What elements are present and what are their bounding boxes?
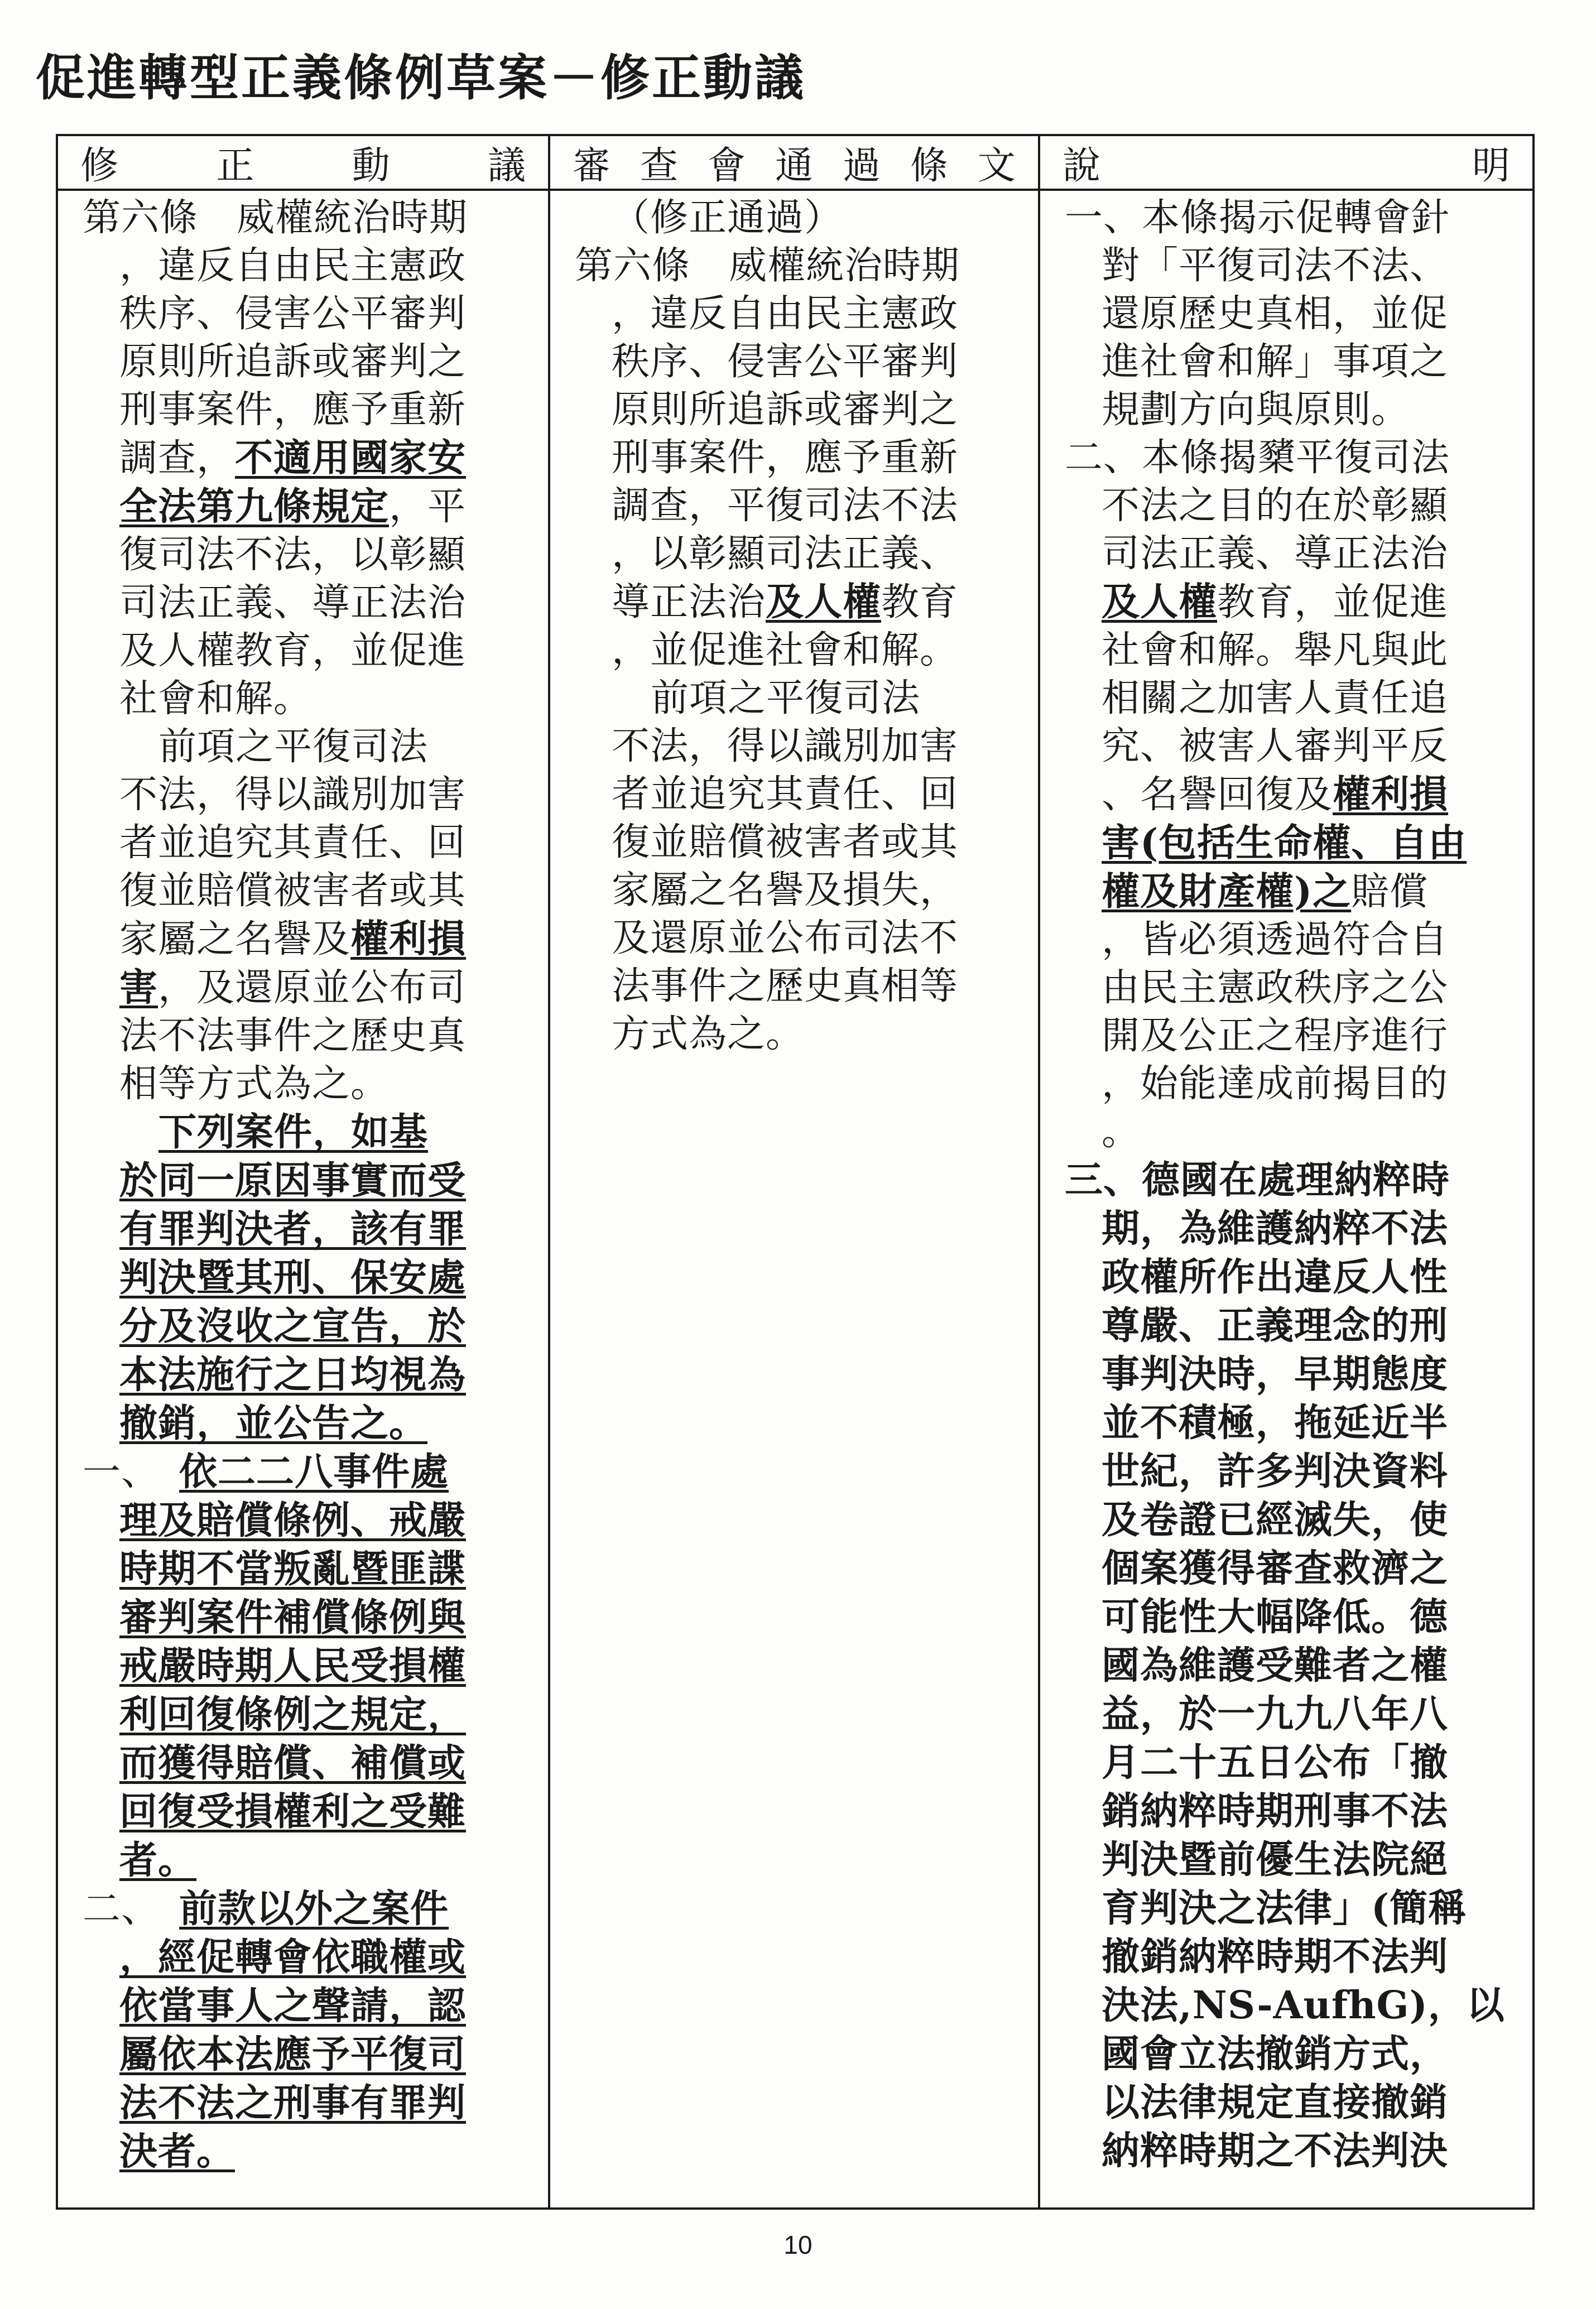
amended-text: 戒嚴時期人民受損權 bbox=[119, 1644, 467, 1689]
text-segment: 三、德國在處理納粹時 bbox=[1065, 1158, 1450, 1202]
header-char: 說 bbox=[1063, 143, 1101, 188]
text-line bbox=[1065, 771, 1523, 819]
text-line bbox=[1065, 1253, 1523, 1302]
text-segment: 對「平復司法不法、 bbox=[1102, 244, 1449, 288]
amended-text: 全法第九條規定 bbox=[119, 484, 390, 529]
text-line bbox=[1065, 482, 1523, 530]
header-char: 通 bbox=[775, 143, 813, 188]
text-line bbox=[83, 1739, 539, 1788]
text-segment: 復並賠償被害者或其 bbox=[119, 869, 467, 913]
text-line bbox=[1065, 1060, 1523, 1108]
text-line bbox=[1065, 1447, 1523, 1496]
header-committee-text bbox=[550, 136, 1038, 191]
amended-text: 權及財產權)之 bbox=[1102, 869, 1352, 914]
column-explanation bbox=[1040, 136, 1532, 2207]
text-segment: 前項之平復司法 bbox=[651, 676, 921, 720]
text-segment: 調查， bbox=[119, 436, 235, 480]
amended-text: 法不法之刑事有罪判 bbox=[119, 2081, 467, 2125]
column-explanation-body bbox=[1040, 191, 1532, 2176]
text-segment: 原則所追訴或審判之 bbox=[612, 388, 959, 432]
text-segment: 家屬之名譽及損失， bbox=[612, 868, 959, 912]
text-segment: 前項之平復司法 bbox=[158, 725, 429, 769]
header-char: 查 bbox=[640, 143, 678, 188]
column-amendment-body bbox=[58, 191, 548, 2176]
amended-text: 及人權 bbox=[766, 580, 882, 624]
text-line bbox=[1065, 916, 1523, 964]
text-segment: 者並追究其責任、回 bbox=[612, 772, 959, 816]
header-explanation bbox=[1040, 136, 1532, 191]
amended-text: 審判案件補償條例與 bbox=[119, 1595, 467, 1640]
text-segment: ，並促進社會和解。 bbox=[612, 628, 959, 672]
text-segment: 社會和解。 bbox=[119, 677, 313, 721]
text-segment: 納粹時期之不法判決 bbox=[1102, 2129, 1449, 2173]
text-segment: 以法律規定直接撤銷 bbox=[1102, 2080, 1449, 2125]
text-segment: （修正通過） bbox=[612, 196, 843, 240]
text-segment: 並不積極，拖延近半 bbox=[1102, 1401, 1449, 1445]
text-segment: 不法，得以識別加害 bbox=[119, 773, 467, 817]
amended-text: 於同一原因事實而受 bbox=[119, 1158, 467, 1203]
text-line bbox=[575, 771, 1029, 819]
text-line bbox=[83, 434, 539, 483]
text-line bbox=[83, 1594, 539, 1642]
text-segment: 復司法不法，以彰顯 bbox=[119, 533, 467, 577]
text-segment: 不法之目的在於彰顯 bbox=[1102, 484, 1449, 528]
text-line bbox=[1065, 1545, 1523, 1593]
text-segment: 法不法事件之歷史真 bbox=[119, 1014, 467, 1058]
text-segment: 開及公正之程序進行 bbox=[1102, 1014, 1449, 1058]
text-segment: 二、 bbox=[83, 1887, 180, 1931]
text-line bbox=[575, 290, 1029, 338]
text-line bbox=[83, 483, 539, 531]
text-line bbox=[83, 1254, 539, 1302]
text-line bbox=[83, 1788, 539, 1836]
text-line bbox=[83, 675, 539, 723]
header-char: 會 bbox=[707, 143, 746, 188]
amended-text: 理及賠償條例、戒嚴 bbox=[119, 1498, 467, 1543]
text-segment: 相關之加害人責任追 bbox=[1102, 676, 1449, 720]
text-segment: 判決暨前優生法院絕 bbox=[1102, 1837, 1449, 1882]
text-line bbox=[83, 2079, 539, 2128]
header-amendment bbox=[58, 136, 548, 191]
text-line bbox=[1065, 1690, 1523, 1739]
text-segment: 秩序、侵害公平審判 bbox=[612, 340, 959, 384]
text-segment: 調查，平復司法不法 bbox=[612, 484, 959, 528]
text-segment: ，以彰顯司法正義、 bbox=[612, 532, 959, 576]
text-line bbox=[1065, 1933, 1523, 1981]
text-segment: 還原歷史真相，並促 bbox=[1102, 292, 1449, 336]
amended-text: 利回復條例之規定， bbox=[119, 1692, 467, 1737]
text-line bbox=[83, 338, 539, 386]
text-segment: 第六條 威權統治時期 bbox=[575, 244, 960, 288]
text-line bbox=[1065, 290, 1523, 338]
amended-text: 權利損 bbox=[350, 917, 467, 961]
amended-text: 屬依本法應予平復司 bbox=[119, 2032, 467, 2077]
text-line bbox=[575, 338, 1029, 386]
text-segment: 國會立法撤銷方式， bbox=[1102, 2032, 1449, 2076]
text-line bbox=[83, 1836, 539, 1885]
text-line bbox=[83, 1497, 539, 1545]
text-line bbox=[1065, 1399, 1523, 1447]
text-line bbox=[1065, 2030, 1523, 2079]
text-segment: 及還原並公布司法不 bbox=[612, 916, 959, 960]
text-segment: ，違反自由民主憲政 bbox=[612, 292, 959, 336]
text-line bbox=[83, 531, 539, 579]
header-char: 正 bbox=[216, 143, 254, 188]
text-line bbox=[83, 1012, 539, 1060]
text-line bbox=[1065, 1787, 1523, 1836]
text-line bbox=[1065, 530, 1523, 578]
text-line bbox=[1065, 1981, 1523, 2030]
text-line bbox=[83, 194, 539, 242]
text-segment: ，違反自由民主憲政 bbox=[119, 244, 467, 288]
amended-text: 撤銷，並公告之。 bbox=[119, 1401, 428, 1446]
text-line bbox=[83, 1351, 539, 1399]
text-segment: ，平 bbox=[389, 485, 467, 529]
amended-text: 依當事人之聲請，認 bbox=[119, 1984, 467, 2028]
text-line bbox=[83, 627, 539, 675]
text-segment: 、名譽回復及 bbox=[1102, 773, 1333, 817]
text-line bbox=[575, 867, 1029, 915]
text-line bbox=[1065, 2127, 1523, 2176]
text-line bbox=[83, 1933, 539, 1982]
text-line bbox=[83, 1205, 539, 1254]
text-segment: 教育，並促進 bbox=[1217, 580, 1449, 624]
text-line bbox=[83, 1691, 539, 1739]
text-segment: 育判決之法律」(簡稱 bbox=[1102, 1886, 1467, 1931]
text-line bbox=[575, 819, 1029, 867]
text-line bbox=[575, 242, 1029, 290]
header-char: 條 bbox=[910, 143, 948, 188]
text-segment: 個案獲得審查救濟之 bbox=[1102, 1546, 1449, 1591]
text-line bbox=[1065, 627, 1523, 675]
text-line bbox=[83, 242, 539, 290]
text-line bbox=[1065, 242, 1523, 290]
text-segment: 世紀，許多判決資料 bbox=[1102, 1449, 1449, 1494]
text-line bbox=[83, 1885, 539, 1933]
text-line bbox=[83, 290, 539, 338]
amended-text: 前款以外之案件 bbox=[179, 1887, 449, 1931]
text-segment: 一、 bbox=[83, 1450, 180, 1494]
text-segment: 決法,NS-AufhG)，以 bbox=[1102, 1983, 1505, 2028]
text-line bbox=[1065, 868, 1523, 916]
text-segment: 及卷證已經滅失，使 bbox=[1102, 1498, 1449, 1542]
amended-text: 分及沒收之宣告，於 bbox=[119, 1304, 467, 1349]
amended-text: 及人權 bbox=[1102, 580, 1218, 624]
text-line bbox=[1065, 194, 1523, 242]
text-line bbox=[1065, 723, 1523, 771]
text-line bbox=[1065, 578, 1523, 627]
text-line bbox=[575, 627, 1029, 675]
text-line bbox=[83, 1448, 539, 1497]
text-segment: 益，於一九九八年八 bbox=[1102, 1692, 1449, 1736]
text-line bbox=[575, 578, 1029, 627]
text-segment: 教育 bbox=[881, 580, 959, 624]
text-segment: 者並追究其責任、回 bbox=[119, 821, 467, 865]
page-title: 促進轉型正義條例草案－修正動議 bbox=[36, 49, 806, 107]
text-segment: 社會和解。舉凡與此 bbox=[1102, 628, 1449, 672]
text-line bbox=[83, 1399, 539, 1448]
text-line bbox=[1065, 1593, 1523, 1642]
text-line bbox=[1065, 386, 1523, 434]
text-line bbox=[83, 1545, 539, 1594]
text-line bbox=[575, 530, 1029, 578]
text-segment: 司法正義、導正法治 bbox=[1102, 532, 1449, 576]
page-number: 10 bbox=[783, 2230, 813, 2259]
text-segment: 秩序、侵害公平審判 bbox=[119, 292, 467, 336]
text-segment: 規劃方向與原則。 bbox=[1102, 388, 1410, 432]
text-segment: 事判決時，早期態度 bbox=[1102, 1352, 1449, 1397]
text-line bbox=[1065, 1739, 1523, 1787]
header-char: 修 bbox=[80, 143, 119, 188]
text-segment: 刑事案件，應予重新 bbox=[612, 436, 959, 480]
text-line bbox=[83, 1642, 539, 1691]
text-line bbox=[83, 386, 539, 434]
text-segment: 第六條 威權統治時期 bbox=[83, 196, 468, 240]
text-line bbox=[83, 579, 539, 627]
text-line bbox=[575, 915, 1029, 963]
text-segment: 一、本條揭示促轉會針 bbox=[1065, 196, 1450, 240]
text-segment: 政權所作出違反人性 bbox=[1102, 1255, 1449, 1300]
text-line bbox=[1065, 1642, 1523, 1690]
column-committee-text bbox=[550, 136, 1040, 2207]
amended-text: 決者。 bbox=[119, 2129, 235, 2174]
text-line bbox=[83, 2128, 539, 2176]
text-line bbox=[1065, 1836, 1523, 1884]
text-line bbox=[1065, 675, 1523, 723]
text-segment: 不法，得以識別加害 bbox=[612, 724, 959, 768]
text-segment: 司法正義、導正法治 bbox=[119, 581, 467, 625]
text-line bbox=[83, 1157, 539, 1205]
text-line bbox=[575, 723, 1029, 771]
text-segment: 進社會和解」事項之 bbox=[1102, 340, 1449, 384]
amended-text: 時期不當叛亂暨匪諜 bbox=[119, 1547, 467, 1591]
amended-text: 本法施行之日均視為 bbox=[119, 1353, 467, 1397]
column-committee-text-body bbox=[550, 191, 1038, 1059]
amended-text: 依二二八事件處 bbox=[179, 1450, 449, 1494]
header-char: 明 bbox=[1472, 143, 1510, 188]
text-line bbox=[1065, 1012, 1523, 1060]
amended-text: 權利損 bbox=[1333, 772, 1449, 817]
text-line bbox=[83, 819, 539, 867]
text-segment: 二、本條揭櫫平復司法 bbox=[1065, 436, 1450, 480]
text-segment: ，始能達成前揭目的 bbox=[1102, 1062, 1449, 1106]
text-line bbox=[1065, 1108, 1523, 1156]
text-segment: 銷納粹時期刑事不法 bbox=[1102, 1789, 1449, 1834]
header-char: 議 bbox=[487, 143, 526, 188]
amended-text: 害 bbox=[119, 965, 158, 1010]
comparison-table bbox=[56, 134, 1535, 2210]
text-line bbox=[1065, 2079, 1523, 2127]
text-segment: 。 bbox=[1102, 1110, 1141, 1154]
header-char: 過 bbox=[842, 143, 881, 188]
amended-text: ，經促轉會依職權或 bbox=[119, 1935, 467, 1980]
text-segment: 可能性大幅降低。德 bbox=[1102, 1595, 1449, 1639]
text-segment: 方式為之。 bbox=[612, 1012, 805, 1056]
text-line bbox=[1065, 1205, 1523, 1253]
text-line bbox=[1065, 434, 1523, 482]
text-segment: 原則所追訴或審判之 bbox=[119, 340, 467, 384]
amended-text: 不適用國家安 bbox=[235, 436, 467, 480]
text-line bbox=[83, 915, 539, 964]
text-line bbox=[1065, 1884, 1523, 1933]
text-segment: 究、被害人審判平反 bbox=[1102, 724, 1449, 768]
text-line bbox=[83, 1060, 539, 1108]
text-line bbox=[575, 434, 1029, 482]
text-line bbox=[83, 2031, 539, 2079]
header-char: 審 bbox=[573, 143, 611, 188]
text-line bbox=[1065, 1302, 1523, 1350]
text-segment: ，皆必須透過符合自 bbox=[1102, 918, 1449, 962]
header-char: 文 bbox=[977, 143, 1016, 188]
header-char: 動 bbox=[352, 143, 390, 188]
text-segment: 撤銷納粹時期不法判 bbox=[1102, 1935, 1449, 1979]
text-line bbox=[83, 1108, 539, 1157]
text-segment: 期，為維護納粹不法 bbox=[1102, 1206, 1449, 1251]
text-line bbox=[1065, 338, 1523, 386]
amended-text: 者。 bbox=[119, 1838, 197, 1883]
text-segment: 導正法治 bbox=[612, 580, 766, 624]
amended-text: 有罪判決者，該有罪 bbox=[119, 1207, 467, 1252]
text-line bbox=[83, 867, 539, 915]
text-line bbox=[575, 963, 1029, 1011]
text-segment: 月二十五日公布「撤 bbox=[1102, 1740, 1449, 1785]
text-line bbox=[83, 964, 539, 1012]
text-line bbox=[1065, 819, 1523, 868]
text-line bbox=[575, 386, 1029, 434]
text-segment: 賠償 bbox=[1351, 870, 1429, 914]
text-line bbox=[575, 482, 1029, 530]
text-segment: 家屬之名譽及 bbox=[119, 917, 351, 961]
text-segment: 刑事案件，應予重新 bbox=[119, 388, 467, 432]
text-segment: 及人權教育，並促進 bbox=[119, 629, 467, 673]
text-line bbox=[83, 771, 539, 819]
text-segment: 法事件之歷史真相等 bbox=[612, 964, 959, 1008]
text-line bbox=[83, 1982, 539, 2031]
text-segment: 尊嚴、正義理念的刑 bbox=[1102, 1303, 1449, 1348]
amended-text: 回復受損權利之受難 bbox=[119, 1790, 467, 1834]
text-segment: 由民主憲政秩序之公 bbox=[1102, 966, 1449, 1010]
text-line bbox=[83, 1302, 539, 1351]
text-line bbox=[1065, 1350, 1523, 1399]
amended-text: 判決暨其刑、保安處 bbox=[119, 1255, 467, 1300]
text-line bbox=[1065, 964, 1523, 1012]
amended-text: 而獲得賠償、補償或 bbox=[119, 1741, 467, 1786]
text-line bbox=[1065, 1156, 1523, 1205]
text-line bbox=[575, 675, 1029, 723]
text-segment: 國為維護受難者之權 bbox=[1102, 1643, 1449, 1688]
text-line bbox=[575, 1011, 1029, 1059]
amended-text: 下列案件，如基 bbox=[158, 1110, 429, 1154]
column-amendment bbox=[58, 136, 550, 2207]
text-line bbox=[1065, 1496, 1523, 1545]
text-segment: 復並賠償被害者或其 bbox=[612, 820, 959, 864]
amended-text: 害(包括生命權、自由 bbox=[1102, 821, 1467, 865]
text-segment: 相等方式為之。 bbox=[119, 1062, 390, 1106]
text-line bbox=[575, 194, 1029, 242]
text-line bbox=[83, 723, 539, 771]
text-segment: ，及還原並公布司 bbox=[158, 966, 467, 1010]
